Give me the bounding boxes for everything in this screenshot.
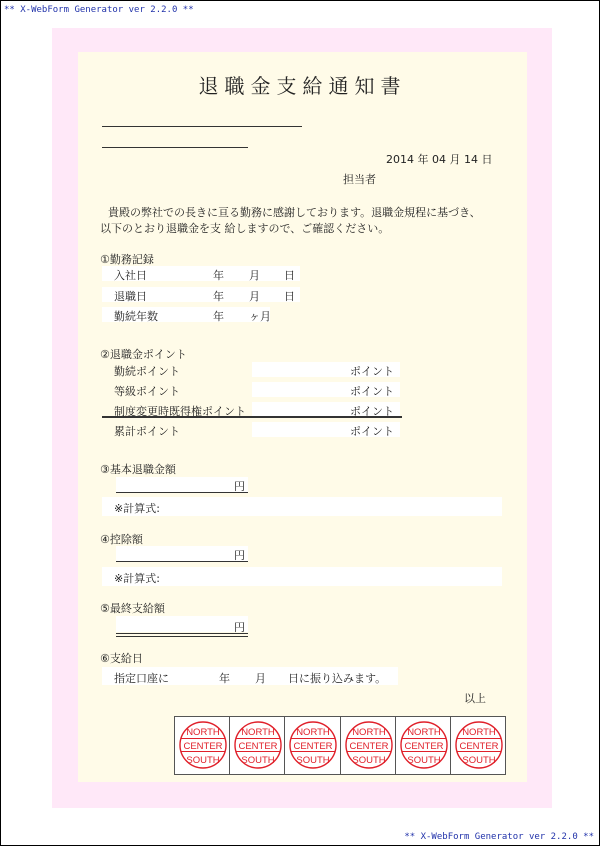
join-day-unit: 日	[284, 269, 295, 282]
payment-month-unit: 月	[255, 672, 266, 685]
stamp-text-bottom: SOUTH	[407, 755, 441, 766]
stamp-text-top: NORTH	[462, 727, 496, 738]
final-amount-yen: 円	[234, 621, 245, 634]
intro-line-1: 貴殿の弊社での長きに亘る勤務に感謝しております。退職金規程に基づき、	[108, 206, 481, 219]
stamp-cell-5[interactable]	[396, 717, 451, 774]
stamp-text-top: NORTH	[406, 727, 441, 738]
points-total-divider	[102, 416, 402, 418]
deduction-amount-field[interactable]	[116, 546, 248, 561]
final-amount-underline-2	[116, 636, 248, 637]
stamp-cell-4[interactable]	[341, 717, 396, 774]
document-title: 退職金支給通知書	[198, 74, 407, 98]
leave-year-unit: 年	[213, 290, 224, 303]
basic-amount-formula-label: ※計算式:	[114, 502, 160, 515]
stamp-seal-icon	[344, 719, 394, 771]
stamp-text-top: NORTH	[241, 727, 275, 738]
deduction-amount-underline	[116, 561, 248, 562]
leave-date-label: 退職日	[114, 290, 147, 303]
stamp-text-middle: CENTER	[183, 741, 223, 752]
stamp-cell-2[interactable]	[230, 717, 285, 774]
intro-line-2: 以下のとおり退職金を支 給しますので、ご確認ください。	[100, 222, 390, 235]
generator-footer: ** X-WebForm Generator ver 2.2.0 **	[404, 832, 594, 842]
basic-amount-yen: 円	[234, 480, 245, 493]
grade-points-unit: ポイント	[350, 385, 394, 398]
stamp-seal-icon	[233, 719, 283, 771]
stamp-text-bottom: SOUTH	[241, 755, 275, 766]
final-amount-field[interactable]	[116, 616, 248, 632]
payment-suffix: 日に振り込みます。	[288, 672, 387, 685]
service-points-label: 勤続ポイント	[114, 365, 180, 378]
stamp-text-middle: CENTER	[459, 741, 499, 752]
stamp-text-bottom: SOUTH	[351, 755, 386, 766]
basic-amount-field[interactable]	[116, 477, 248, 492]
payment-prefix: 指定口座に	[114, 672, 169, 685]
final-amount-underline-1	[116, 633, 248, 634]
vested-points-label: 制度変更時既得権ポイント	[114, 405, 246, 418]
recipient-line-2[interactable]	[102, 147, 248, 148]
stamp-seal-icon	[288, 719, 338, 771]
stamp-text-top: NORTH	[296, 727, 331, 738]
document-paper	[78, 52, 527, 782]
stamp-text-middle: CENTER	[238, 741, 278, 752]
service-points-unit: ポイント	[350, 365, 394, 378]
stamp-text-middle: CENTER	[293, 741, 333, 752]
generator-header: ** X-WebForm Generator ver 2.2.0 **	[4, 5, 194, 15]
stamp-cell-1[interactable]	[175, 717, 230, 774]
leave-day-unit: 日	[284, 290, 295, 303]
stamp-text-bottom: SOUTH	[186, 755, 220, 766]
deduction-formula-label: ※計算式:	[114, 572, 160, 585]
payment-year-unit: 年	[219, 672, 230, 685]
section-work-record-heading: ①勤務記録	[100, 253, 154, 266]
stamp-cell-6[interactable]	[451, 717, 505, 774]
join-date-label: 入社日	[114, 269, 147, 282]
stamp-text-middle: CENTER	[404, 741, 444, 752]
stamp-text-bottom: SOUTH	[296, 755, 330, 766]
section-deduction-heading: ④控除額	[100, 533, 143, 546]
issue-date: 2014 年 04 月 14 日	[386, 153, 493, 166]
stamp-seal-icon	[178, 719, 228, 771]
total-points-label: 累計ポイント	[114, 425, 180, 438]
stamp-seal-icon	[454, 719, 504, 771]
closing-text: 以上	[464, 692, 486, 705]
section-points-heading: ②退職金ポイント	[100, 348, 187, 361]
service-year-unit: 年	[213, 310, 224, 323]
total-points-unit: ポイント	[350, 425, 394, 438]
stamp-cell-3[interactable]	[285, 717, 340, 774]
approval-stamp-box	[174, 716, 506, 775]
section-basic-amount-heading: ③基本退職金額	[100, 463, 176, 476]
person-in-charge: 担当者	[343, 173, 376, 186]
join-year-unit: 年	[213, 269, 224, 282]
years-of-service-label: 勤続年数	[114, 310, 158, 323]
stamp-text-top: NORTH	[351, 727, 386, 738]
basic-amount-formula-field[interactable]	[102, 497, 502, 516]
vested-points-unit: ポイント	[350, 405, 394, 418]
deduction-formula-field[interactable]	[102, 567, 502, 586]
grade-points-label: 等級ポイント	[114, 385, 180, 398]
recipient-line-1[interactable]	[102, 126, 302, 127]
deduction-yen: 円	[234, 549, 245, 562]
join-month-unit: 月	[249, 269, 260, 282]
service-month-unit: ヶ月	[249, 310, 271, 323]
section-payment-date-heading: ⑥支給日	[100, 652, 143, 665]
basic-amount-underline	[116, 492, 248, 493]
stamp-text-bottom: SOUTH	[462, 755, 496, 766]
stamp-text-middle: CENTER	[348, 741, 389, 752]
leave-month-unit: 月	[249, 290, 260, 303]
stamp-text-top: NORTH	[186, 727, 220, 738]
section-final-amount-heading: ⑤最終支給額	[100, 602, 165, 615]
stamp-seal-icon	[399, 719, 449, 771]
